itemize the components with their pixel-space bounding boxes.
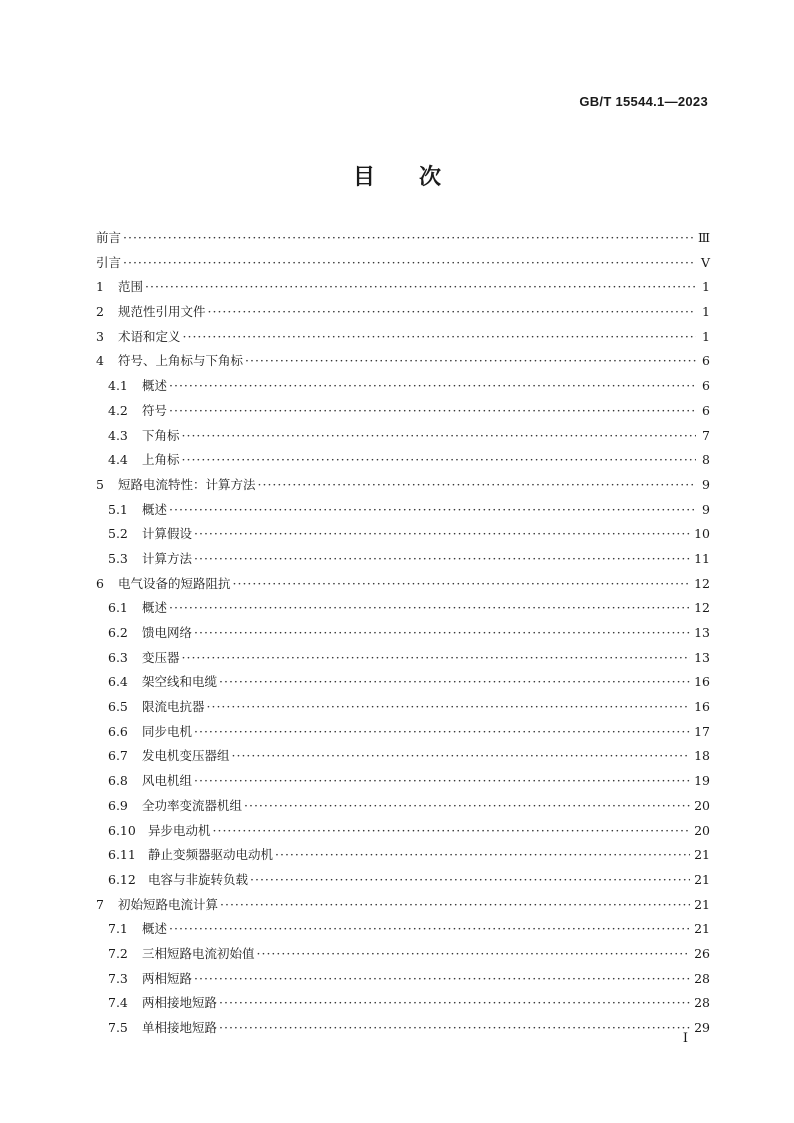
toc-entry[interactable] (96, 621, 710, 646)
page-title: 目 次 (352, 164, 441, 190)
toc-entry-label: 计算假设 (142, 526, 193, 542)
toc-entry-page: 11 (694, 550, 710, 566)
toc-entry-number: 1 (96, 279, 104, 295)
toc-dot-leader (194, 547, 690, 572)
toc-dot-leader (258, 473, 696, 498)
toc-entry-label: 范围 (118, 279, 144, 295)
toc-entry[interactable] (96, 868, 710, 893)
toc-dot-leader (123, 226, 694, 251)
toc-dot-leader (244, 794, 690, 819)
toc-dot-leader (194, 621, 690, 646)
toc-entry[interactable] (96, 473, 710, 498)
toc-entry-page: Ⅲ (697, 230, 710, 245)
toc-entry-label: 两相接地短路 (142, 995, 218, 1011)
toc-entry-label: 前言 (96, 230, 122, 245)
toc-dot-leader (169, 374, 696, 399)
toc-entry-label: 两相短路 (142, 970, 193, 986)
toc-entry-label: 符号、上角标与下角标 (118, 353, 244, 369)
toc-dot-leader (219, 991, 690, 1016)
toc-entry-number: 5 (96, 476, 104, 492)
toc-dot-leader (182, 424, 696, 449)
toc-entry-page: 9 (702, 501, 710, 517)
toc-entry-number: 6.5 (108, 699, 128, 715)
toc-entry-page: 1 (702, 328, 710, 344)
toc-entry-page: 18 (694, 748, 710, 764)
toc-entry[interactable] (96, 769, 710, 794)
toc-entry-number: 6.9 (108, 797, 128, 813)
toc-entry-label: 符号 (142, 402, 168, 418)
toc-entry-label: 三相短路电流初始值 (142, 945, 255, 961)
toc-entry-page: 28 (694, 970, 710, 986)
toc-entry[interactable] (96, 917, 710, 942)
toc-entry[interactable] (96, 942, 710, 967)
toc-entry[interactable] (96, 226, 710, 251)
toc-entry-label: 架空线和电缆 (142, 674, 218, 690)
toc-dot-leader (213, 819, 691, 844)
toc-entry-label: 概述 (142, 378, 168, 394)
toc-entry-number: 7 (96, 896, 104, 912)
toc-entry-page: 21 (694, 921, 710, 937)
toc-entry-number: 7.5 (108, 1020, 128, 1035)
toc-entry[interactable] (96, 572, 710, 597)
toc-entry-label: 计算方法 (142, 550, 193, 566)
toc-entry-page: 21 (694, 847, 710, 863)
toc-entry-label: 单相接地短路 (142, 1020, 218, 1035)
toc-entry[interactable] (96, 374, 710, 399)
toc-entry-page: 29 (694, 1020, 710, 1035)
toc-dot-leader (183, 325, 696, 350)
toc-entry-number: 6.2 (108, 625, 128, 640)
toc-entry-number: 2 (96, 304, 104, 320)
toc-entry-number: 6.6 (108, 723, 128, 739)
toc-entry-number: 6.11 (108, 847, 136, 863)
toc-dot-leader (182, 646, 691, 671)
toc-entry-page: 19 (694, 773, 710, 789)
toc-entry-label: 术语和定义 (118, 328, 181, 344)
toc-entry-page: 20 (694, 822, 710, 838)
toc-entry-label: 异步电动机 (148, 822, 211, 838)
toc-entry-page: 13 (694, 625, 710, 640)
toc-dot-leader (169, 498, 696, 523)
standard-code: GB/T 15544.1—2023 (579, 94, 708, 109)
toc-entry-page: 16 (694, 699, 710, 715)
toc-entry-page: 21 (694, 896, 710, 912)
toc-entry-label: 概述 (142, 921, 168, 937)
toc-entry[interactable] (96, 991, 710, 1016)
toc-entry-page: 6 (702, 402, 710, 418)
toc-dot-leader (208, 300, 696, 325)
toc-entry-number: 4 (96, 353, 104, 369)
toc-entry-page: 26 (694, 945, 710, 961)
toc-dot-leader (232, 744, 691, 769)
toc-entry[interactable] (96, 596, 710, 621)
toc-entry-number: 4.3 (108, 427, 128, 443)
toc-entry[interactable] (96, 744, 710, 769)
toc-entry[interactable] (96, 1016, 710, 1041)
toc-entry[interactable] (96, 349, 710, 374)
toc-entry-number: 6.1 (108, 600, 128, 616)
toc-entry-label: 静止变频器驱动电动机 (148, 847, 274, 863)
toc-entry[interactable] (96, 448, 710, 473)
toc-entry[interactable] (96, 251, 710, 276)
toc-entry-number: 7.1 (108, 921, 128, 937)
toc-dot-leader (194, 720, 690, 745)
toc-entry-label: 电气设备的短路阻抗 (118, 575, 231, 591)
toc-entry-number: 3 (96, 328, 104, 344)
toc-dot-leader (220, 893, 690, 918)
toc-dot-leader (250, 868, 690, 893)
toc-entry-page: 28 (694, 995, 710, 1011)
toc-entry-page: 1 (702, 279, 710, 295)
toc-entry-number: 5.3 (108, 550, 128, 566)
toc-entry-label: 风电机组 (142, 773, 193, 789)
toc-entry-number: 6.4 (108, 674, 128, 690)
toc-entry-number: 6.3 (108, 649, 128, 665)
toc-entry-page: 12 (694, 600, 710, 616)
toc-entry-label: 限流电抗器 (142, 699, 205, 715)
toc-entry-label: 发电机变压器组 (142, 748, 230, 764)
toc-entry-label: 概述 (142, 600, 168, 616)
toc-dot-leader (257, 942, 691, 967)
table-of-contents (96, 226, 710, 1041)
toc-entry[interactable] (96, 646, 710, 671)
toc-entry[interactable] (96, 794, 710, 819)
toc-entry-number: 7.4 (108, 995, 128, 1011)
toc-entry-label: 下角标 (142, 427, 180, 443)
toc-entry[interactable] (96, 893, 710, 918)
toc-entry[interactable] (96, 843, 710, 868)
toc-entry[interactable] (96, 695, 710, 720)
toc-entry-label: 初始短路电流计算 (118, 896, 219, 912)
toc-entry-number: 7.2 (108, 945, 128, 961)
toc-entry-label: 同步电机 (142, 723, 193, 739)
toc-dot-leader (245, 349, 696, 374)
toc-entry-page: 17 (694, 723, 710, 739)
toc-entry-number: 4.4 (108, 452, 128, 468)
toc-dot-leader (219, 1016, 690, 1041)
toc-dot-leader (169, 596, 690, 621)
toc-dot-leader (169, 917, 690, 942)
toc-entry-label: 上角标 (142, 452, 180, 468)
toc-entry-number: 6 (96, 575, 104, 591)
toc-entry-number: 4.2 (108, 402, 128, 418)
footer-page-number: Ⅰ (682, 1031, 688, 1046)
toc-dot-leader (207, 695, 691, 720)
toc-dot-leader (145, 275, 696, 300)
toc-entry-page: 1 (702, 304, 710, 320)
toc-entry[interactable] (96, 967, 710, 992)
toc-entry-label: 短路电流特性：计算方法 (118, 476, 256, 492)
toc-dot-leader (169, 399, 696, 424)
toc-dot-leader (194, 769, 690, 794)
toc-entry-page: 13 (694, 649, 710, 665)
toc-entry-number: 5.1 (108, 501, 128, 517)
toc-entry-label: 馈电网络 (142, 625, 193, 640)
toc-entry-page: Ⅴ (700, 254, 710, 270)
toc-entry-number: 7.3 (108, 970, 128, 986)
toc-entry[interactable] (96, 424, 710, 449)
toc-entry-page: 8 (702, 452, 710, 468)
toc-dot-leader (194, 967, 690, 992)
toc-entry-page: 21 (694, 871, 710, 887)
toc-entry[interactable] (96, 670, 710, 695)
toc-entry[interactable] (96, 819, 710, 844)
toc-dot-leader (219, 670, 690, 695)
toc-entry[interactable] (96, 547, 710, 572)
toc-entry-page: 9 (702, 476, 710, 492)
toc-entry[interactable] (96, 498, 710, 523)
toc-entry[interactable] (96, 275, 710, 300)
toc-entry-number: 4.1 (108, 378, 128, 394)
toc-entry-label: 概述 (142, 501, 168, 517)
toc-entry[interactable] (96, 325, 710, 350)
toc-entry-label: 引言 (96, 254, 122, 270)
toc-entry[interactable] (96, 522, 710, 547)
toc-dot-leader (123, 251, 696, 276)
toc-dot-leader (194, 522, 690, 547)
toc-entry-page: 20 (694, 797, 710, 813)
toc-entry[interactable] (96, 300, 710, 325)
toc-entry-number: 6.7 (108, 748, 128, 764)
toc-dot-leader (275, 843, 690, 868)
toc-entry-page: 12 (694, 575, 710, 591)
toc-entry-page: 10 (694, 526, 710, 542)
toc-entry-number: 5.2 (108, 526, 128, 542)
toc-dot-leader (182, 448, 696, 473)
toc-entry-label: 变压器 (142, 649, 180, 665)
toc-entry-number: 6.8 (108, 773, 128, 789)
toc-entry-number: 6.10 (108, 822, 136, 838)
toc-entry-label: 全功率变流器机组 (142, 797, 243, 813)
toc-entry[interactable] (96, 399, 710, 424)
toc-entry-page: 16 (694, 674, 710, 690)
toc-entry[interactable] (96, 720, 710, 745)
toc-entry-number: 6.12 (108, 871, 136, 887)
toc-entry-page: 7 (702, 427, 710, 443)
toc-entry-label: 规范性引用文件 (118, 304, 206, 320)
toc-entry-page: 6 (702, 353, 710, 369)
toc-dot-leader (233, 572, 691, 597)
toc-entry-page: 6 (702, 378, 710, 394)
toc-entry-label: 电容与非旋转负载 (148, 871, 249, 887)
